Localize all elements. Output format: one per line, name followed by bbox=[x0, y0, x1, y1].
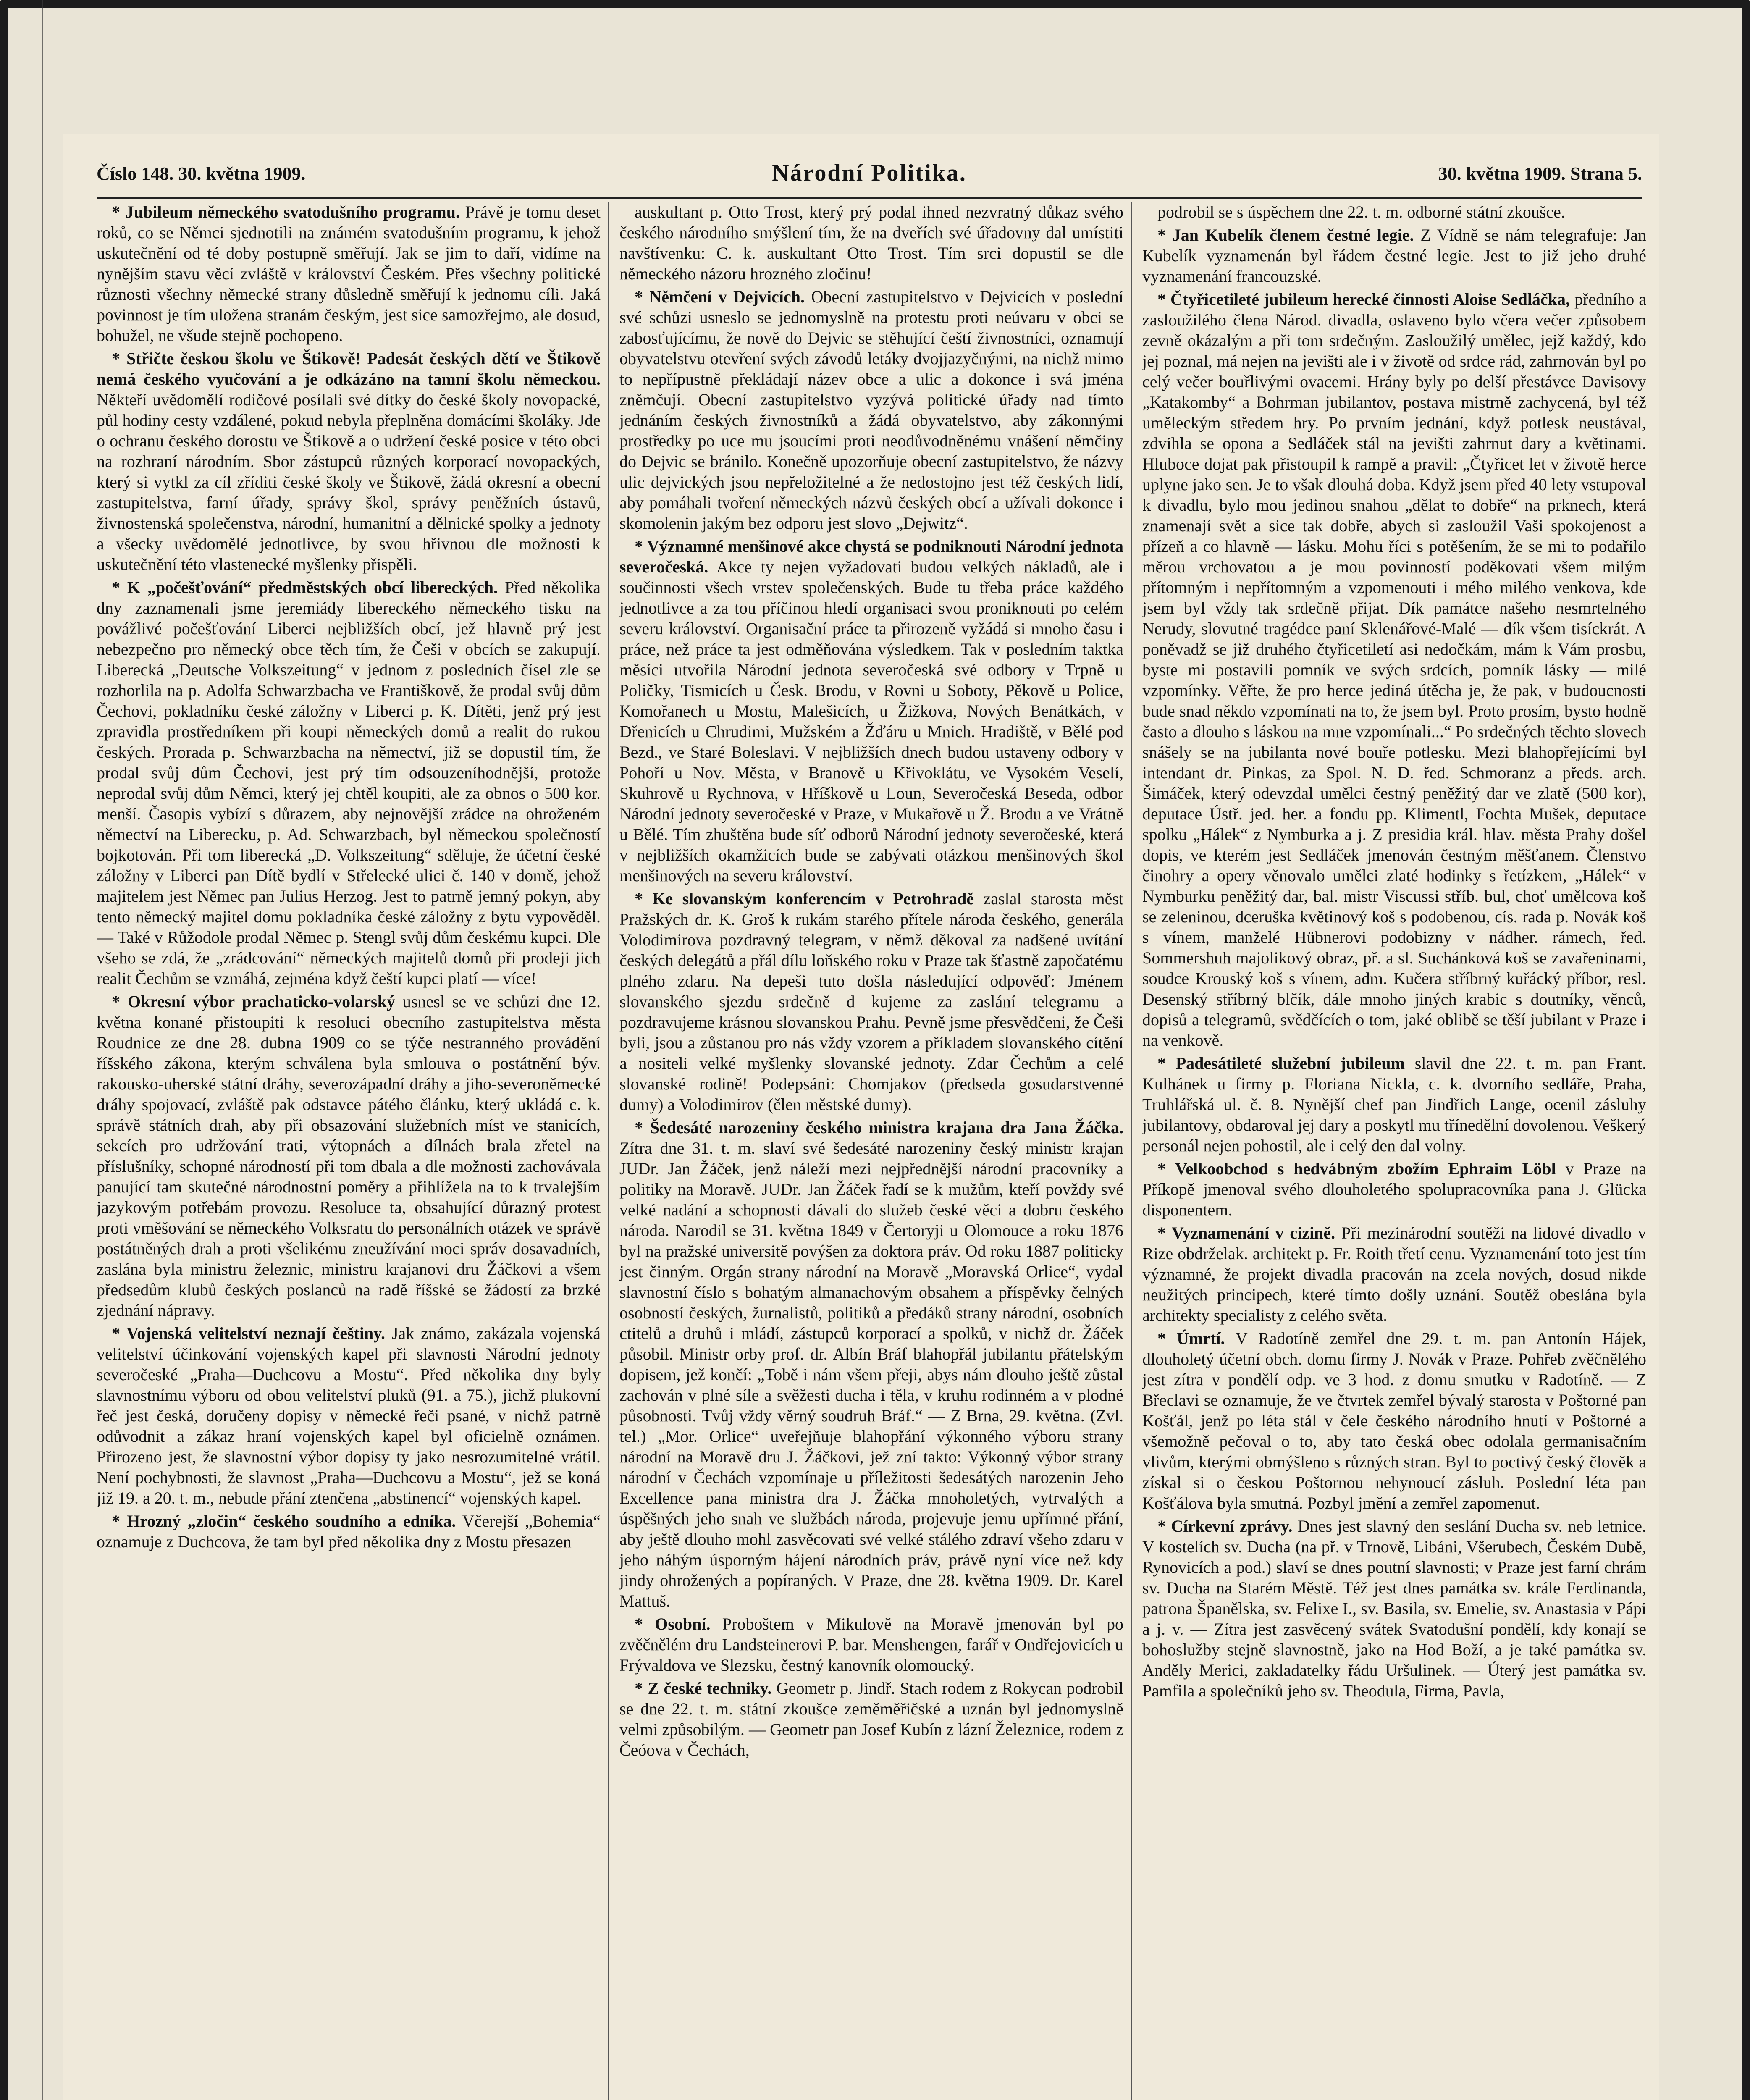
column-separator bbox=[1131, 202, 1132, 2100]
article bbox=[1142, 1223, 1646, 1326]
article bbox=[619, 202, 1123, 284]
article-body: zaslal starosta měst Pražských dr. K. Groš k rukám starého přítele národa českého, generála Volodimirova pozdravný telegram, v němž děkoval za nadšené uvítání českých delegátů a přál dílu loňského roku v Praze tak šťastně započatému plného zdaru. Na depeši tuto došla následující odpověď: Jménem slovanského sjezdu srdečně d kujeme za zaslání telegramu a pozdravujeme krásnou slovanskou Prahu. Pevně jsme přesvědčeni, že Češi byli, jsou a zůstanou pro nás vždy vzorem a příkladem slovanského cítění a nositeli velké myšlenky slovanské jednoty. Zdar Čechům a celé slovanské rodině! Podepsáni: Chomjakov (předseda gosudarstvenné dumy) a Volodimirov (člen městské dumy). bbox=[619, 889, 1123, 1114]
article-body: Dnes jest slavný den seslání Ducha sv. neb letnice. V kostelích sv. Ducha (na př. v Trnově, Libáni, Všerubech, Českém Dubě, Rynovicích a pod.) slaví se dnes poutní slavnosti; v Praze jest farní chrám sv. Ducha na Starém Městě. Též jest dnes památka sv. krále Ferdinanda, patrona Španělska, sv. Felixe I., sv. Basila, sv. Emelie, sv. Anastasia v Pápi a j. v. — Zítra jest zasvěcený svátek Svatodušní pondělí, kdy konají se bohoslužby stejně slavnostně, jako na Hod Boží, a je také památka sv. Anděly Merici, zakladatelky řádu Uršulinek. — Úterý jest památka sv. Pamfila a společníků jeho sv. Theodula, Firma, Pavla, bbox=[1142, 1517, 1646, 1700]
article bbox=[619, 536, 1123, 886]
article-heading: * Střičte českou školu ve Štikově! Padesát českých dětí ve Štikově nemá českého vyučování a je odkázáno na tamní školu německou. bbox=[97, 349, 601, 388]
header-rule bbox=[97, 197, 1642, 200]
article-body: Před několika dny zaznamenali jsme jeremiády libereckého německého tisku na povážlivé počešťování Liberci nejbližších obcí, jež hlavně prý jest nebezpečno pro německý obce těch tím, že Češi v obcích se zakupují. Liberecká „Deutsche Volkszeitung“ v jednom z posledních čísel zle se rozhorlila na p. Adolfa Schwarzbacha ve Františkově, že prodal svůj dům Čechovi, pokladníku české záložny v Liberci p. K. Dítěti, jenž prý jest zpravidla prostředníkem při koupi německých domů a realit do rukou českých. Prorada p. Schwarzbacha na němectví, již se dopustil tím, že prodal svůj dům Čechovi, jest prý tím odsouzeníhodnější, protože neprodal svůj dům Němci, který jej chtěl koupiti, ale za obnos o 500 kor. menší. Časopis vybízí s důrazem, aby nejnovější zrádce na ohroženém němectví na Liberecku, p. Ad. Schwarzbach, byl německou společností bojkotován. Při tom liberecká „D. Volkszeitung“ sděluje, že účetní české záložny v Liberci pan Dítě bydlí v Střelecké ulici č. 140 v domě, jehož majitelem jest Němec pan Julius Herzog. Jest to patrně jemný pokyn, aby tento německý majitel domu pokladníka české záložny z bytu vypověděl. — Také v Růžodole prodal Němec p. Stengl svůj dům českému kupci. Dle všeho se zdá, že „zrádcování“ německých majitelů domů při prodeji jich realit Čechům se vzmáhá, zejména když čeští kupci platí — více! bbox=[97, 578, 601, 988]
article-body: Obecní zastupitelstvo v Dejvicích v poslední své schůzi usneslo se jednomyslně na protestu proti neúvaru v obci se zabosťujícímu, že nově do Dejvic se stěhující čeští živnostníci, oznamují obyvatelstvu otevření svých závodů letáky dvojjazyčnými, na nichž mimo to nepřípustně překládají název obce a ulic a dokonce i svá jména zněmčují. Obecní zastupitelstvo vyzývá politické úřady nad tímto jednáním českých živnostníků a žádá obyvatelstvo, aby zákonnými prostředky po uce mu jsoucími proti neodůvodněnému vnášení němčiny do Dejvic se bránilo. Konečně upozorňuje obecní zastupitelstvo, že názvy ulic dejvických jsou nepřeložitelné a že nedostojno jest též českých lidí, aby pomáhali tvoření německých názvů českých obcí a užívali dokonce i skomolenin jakým bez odporu jest slovo „Dejwitz“. bbox=[619, 287, 1123, 533]
article bbox=[97, 1323, 601, 1508]
article-heading: * Ke slovanským konferencím v Petrohradě bbox=[635, 889, 974, 908]
article-body: Někteří uvědomělí rodičové posílali své dítky do české školy novopacké, půl hodiny cesty vzdálené, pokud nebyla přeplněna domácími školáky. Jde o ochranu českého dorostu ve Štikově a o udržení české posice v této obci na rozhraní národním. Sbor zástupců různých korporací novopackých, který si vytkl za cíl zříditi české školy ve Štikově, žádá okresní a obecní zastupitelstva, farní úřady, správy škol, správy peněžních ústavů, živnostenská společenstva, národní, humanitní a dělnické spolky a jednoty a všecky uvědomělé jednotlivce, by svou hřivnou dle možnosti k uskutečnění této vlastenecké myšlenky přispěli. bbox=[97, 390, 601, 574]
article-heading: * Vyznamenání v cizině. bbox=[1157, 1223, 1335, 1242]
article-heading: * Osobní. bbox=[635, 1614, 711, 1633]
article-heading: * Z české techniky. bbox=[635, 1679, 772, 1698]
article bbox=[1142, 1053, 1646, 1156]
article-heading: * Církevní zprávy. bbox=[1157, 1517, 1293, 1536]
article-body: V Radotíně zemřel dne 29. t. m. pan Antonín Hájek, dlouholetý účetní obch. domu firmy J. Novák v Praze. Pohřeb zvěčnělého jest zítra v pondělí odp. ve 3 hod. z domu smutku v Radotíně. — Z Břeclavi se oznamuje, že ve čtvrtek zemřel bývalý starosta v Poštorné pan Košťál, jenž po léta stál v čele českého národního hnutí v Poštorné a všemožně pečoval o to, aby tato česká obec odolala germanisačním vlivům, kterými obmýšleno s různých stran. Byl to poctivý český člověk a získal si o českou Poštornou nehynoucí zásluh. Poslední léta pan Košťálova byla smutná. Pozbyl jmění a zemřel zapomenut. bbox=[1142, 1329, 1646, 1512]
article bbox=[1142, 289, 1646, 1050]
page-info: 30. května 1909. Strana 5. bbox=[1438, 163, 1642, 184]
article-heading: * Velkoobchod s hedvábným zbožím Ephraim Löbl bbox=[1157, 1159, 1556, 1178]
article-body: auskultant p. Otto Trost, který prý podal ihned nezvratný důkaz svého českého národního smýšlení tím, že na dveřích své úřadovny dal umístiti navštívenku: C. k. auskultant Otto Trost. Tím srci dopustil se dle německého názoru hrozného zločinu! bbox=[619, 202, 1123, 283]
article-body: Zítra dne 31. t. m. slaví své šedesáté narozeniny český ministr krajan JUDr. Jan Žáček, jenž náleží mezi nejpřednější národní pracovníky a politiky na Moravě. JUDr. Jan Žáček řadí se k mužům, kteří povždy své velké nadání a schopnosti dávali do služeb české věci a dobru českého národa. Narodil se 31. května 1849 v Čertoryji u Olomouce a roku 1876 byl na pražské universitě povýšen za doktora práv. Od roku 1887 politicky jest činným. Orgán strany národní na Moravě „Moravská Orlice“, vydal slavnostní číslo s bohatým almanachovým obsahem a příspěvky čelných osobností českých, žurnalistů, politiků a předáků strany národní, osobních ctitelů a druhů i mládí, zástupců korporací a spolků, v nichž dr. Žáček působil. Ministr orby prof. dr. Albín Bráf blahopřál jubilantu přátelským dopisem, jež končí: „Tobě i nám všem přeji, abys nám dlouho ještě zůstal zachován v plné síle a svěžesti ducha i těla, v kruhu rodinném a v plodné působnosti. Tvůj vždy věrný soudruh Bráf.“ — Z Brna, 29. května. (Zvl. tel.) „Mor. Orlice“ uveřejňuje blahopřání výkonného výboru strany národní na Moravě dru J. Žáčkovi, jež zní takto: Výkonný výbor strany národní v Čechách vzpomínaje u příležitosti šedesátých narozenin Jeho Excellence pana ministra dra J. Žáčka mnoholetých, vytrvalých a úspěšných jeho snah ve službách národa, projevuje jemu upřímné přání, aby ještě dlouho mohl zasvěcovati své velké stálého zdraví všeho zdaru v jeho náhým úsporným hájení národních práv, právě nyní více než kdy jindy ohrožených a popíraných. V Praze, dne 28. května 1909. Dr. Karel Mattuš. bbox=[619, 1139, 1123, 1610]
article-heading: * Hrozný „zločin“ českého soudního a edníka. bbox=[112, 1512, 456, 1530]
article-body: Akce ty nejen vyžadovati budou velkých nákladů, ale i součinnosti všech vrstev společenských. Bude tu třeba práce každého jednotlivce a za tou příčinou hledí organisaci svou proniknouti po celém severu království. Organisační práce ta přirozeně vyžádá si mnoho času i práce, než práce ta jest odměňována výsledkem. Tak v posledním taktka měsíci utvořila Národní jednota severočeská své odbory v Trpně u Poličky, Tismicích u Česk. Brodu, v Rovni u Soboty, Pěkově u Police, Komořanech u Mostu, Malešicích, u Žižkova, Nových Benátkách, v Dřenicích u Chrudimi, Mužském a Žďáru u Mnich. Hradiště, v Bělé pod Bezd., ve Staré Boleslavi. V nejbližších dnech budou ustaveny odbory v Pohoří u Nov. Města, v Branově u Křivoklátu, ve Vysokém Veselí, Skuhrově u Rychnova, v Hříškově u Loun, Severočeská Beseda, odbor Národní jednoty severočeské v Praze, v Mukařově u Ž. Brodu a ve Vrátně u Bělé. Tím zhuštěna bude síť odborů Národní jednoty severočeské, která v nejbližších okamžicích bude se zabývati otázkou menšinových škol menšinových na severu království. bbox=[619, 557, 1123, 885]
article-body: Geometr p. Jindř. Stach rodem z Rokycan podrobil se dne 22. t. m. státní zkoušce zeměměřičské a uznán byl jednomyslně velmi způsobilým. — Geometr pan Josef Kubín z lázní Železnice, rodem z Čeóova v Čechách, bbox=[619, 1679, 1123, 1759]
article bbox=[1142, 1516, 1646, 1701]
article bbox=[97, 577, 601, 989]
article-body: Z Vídně se nám telegrafuje: Jan Kubelík vyznamenán byl řádem čestné legie. Jest to již jeho druhé vyznamenání francouzské. bbox=[1142, 226, 1646, 286]
article bbox=[1142, 1328, 1646, 1513]
article bbox=[1142, 1158, 1646, 1220]
column-3 bbox=[1142, 202, 1646, 2100]
article-body: usnesl se ve schůzi dne 12. května konané přistoupiti k resoluci obecního zastupitelstva města Roudnice ze dne 28. dubna 1909 co se týče nestranného provádění říšského zákona, kterým schválena byla smlouva o postátnění býv. rakousko-uherské státní dráhy, severozápadní dráhy a jiho-severoněmecké dráhy spojovací, zvláště pak odstavce pátého článku, který ukládá c. k. správě státních drah, aby při obsazování služebních míst ve stanicích, sekcích pro udržování trati, výtopnách a dílnách brala zřetel na příslušníky, schopné národností při tom dbala a dle možnosti zachovávala panující tam skutečné národnostní poměry a přihlížela na to k trvalejším jazykovým potřebám provozu. Resoluce ta, obsahující důrazný protest proti vměšování se německého Volksratu do personálních otázek ve správě postátněných drah a proti všelikému zneužívání moci správ dosavadních, zaslána byla ministru železnic, ministru krajanovi dru Žáčkovi a všem předsedům klubů českých poslanců na radě říšské se žádostí za brzké zjednání nápravy. bbox=[97, 992, 601, 1320]
article-body: Právě je tomu deset roků, co se Němci sjednotili na známém svatodušním programu, k jehož uskutečnění od té doby postupně směřují. Jak se jim to daří, vidíme na nynějším stavu věcí zvláště v království Českém. Přes všechny politické různosti všechny německé strany důsledně směřují k jednomu cíli. Jaká povinnost je tím uložena stranám českým, jest sice samozřejmo, ale dosud, bohužel, ne všude stejně pochopeno. bbox=[97, 202, 601, 345]
article-heading: * Němčení v Dejvicích. bbox=[635, 287, 805, 306]
newspaper-title: Národní Politika. bbox=[772, 160, 967, 186]
article-heading: * Šedesáté narozeniny českého ministra krajana dra Jana Žáčka. bbox=[635, 1118, 1123, 1137]
article-body: předního a zasloužilého člena Národ. divadla, oslaveno bylo včera večer způsobem zevně okázalým a při tom srdečným. Zasloužilý umělec, jejž každý, kdo jej poznal, má nejen na jevišti ale i v životě od srdce rád, zahrnován byl po celý večer bouřlivými ovacemi. Hrány byly po delší přestávce Davisovy „Katakomby“ a Bohrman jubilantov, postava mistrně zachycená, byl též uměleckým středem hry. Po prvním jednání, když potlesk neustával, zdvihla se opona a Sedláček stál na jevišti zahrnut dary a květinami. Hluboce dojat pak přistoupil k rampě a pravil: „Čtyřicet let v životě herce uplyne jako sen. Je to však dlouhá doba. Když jsem před 40 lety vstupoval k divadlu, bylo mou jedinou snahou „dělat to dobře“ na prknech, která znamenají svět a sice tak dobře, abych si zasloužil Vaši spokojenost a přízeň a co hlavně — lásku. Mohu říci s potěšením, že se mi to podařilo měrou vrchovatou a je mou povinností poděkovati všem milým přítomným i nepřítomným a vzpomenouti i mého milého venkova, kde jsem byl vždy tak srdečně přijat. Dík památce našeho nesmrtelného Nerudy, slovutné tragédce paní Sklenářové-Malé — dík všem tisíckrát. A poněvadž se již druhého čtyřicetiletí asi nedočkám, mám k Vám prosbu, byste mi postavili pomník ve svých srdcích, pomník lásky — milé vzpomínky. Věřte, že pro herce jediná útěcha je, že pak, v budoucnosti bude snad někdo vzpomínati na to, že jsem byl. Proto prosím, bysto hodně často a dlouho s láskou na mne vzpomínali...“ Po srdečných těchto slovech snášely se na jubilanta nové bouře potlesku. Mezi blahopřejícími byl intendant dr. Pinkas, za Spol. N. D. řed. Schmoranz a předs. arch. Šimáček, který odevzdal umělci čestný peněžitý dar ve zlatě (500 kor), deputace Ústř. jed. her. a fondu pp. Klimentl, Fochta Mušek, deputace spolku „Hálek“ z Nymburka a j. Z presidia král. hlav. města Prahy došel dopis, ve kterém jest Sedláček jmenován čestným měšťanem. Členstvo činohry a opery věnovalo umělci zlaté hodinky s řetízkem, „Hálek“ v Nymburku peněžitý dar, bal. mistr Viscussi stříb. bul, choť umělcova koš se zeleninou, dceruška květinový koš s podobenou, cís. rada p. Novák koš s vínem, manželé Hübnerovi podobizny v nádher. rámech, řed. Sommershuh majolikový obraz, př. a sl. Suchánková koš se zavařeninami, soudce Krouský koš s vínem, adm. Kučera stříbrný kuřácký příbor, resl. Desenský stříbrný blčík, dále mnoho jiných krabic s doutníky, věnců, dopisů a telegramů, svědčících o tom, jaké oblibě se těší jubilant v Praze i na venkově. bbox=[1142, 290, 1646, 1050]
article bbox=[1142, 202, 1646, 222]
column-separator bbox=[608, 202, 609, 2100]
article bbox=[1142, 225, 1646, 286]
article bbox=[619, 1678, 1123, 1760]
scan-edge-line bbox=[42, 0, 43, 2100]
article bbox=[97, 1511, 601, 1552]
article bbox=[619, 1614, 1123, 1675]
article bbox=[619, 1117, 1123, 1611]
article-heading: * K „počešťování“ předměstských obcí libereckých. bbox=[112, 578, 498, 597]
article-heading: * Padesátileté služební jubileum bbox=[1157, 1054, 1405, 1073]
article-body: podrobil se s úspěchem dne 22. t. m. odborné státní zkoušce. bbox=[1157, 202, 1565, 221]
article-body: Proboštem v Mikulově na Moravě jmenován byl po zvěčnělém dru Landsteinerovi P. bar. Menshengen, farář v Ondřejovicích u Frývaldova ve Slezsku, čestný kanovník olomoucký. bbox=[619, 1614, 1123, 1675]
article bbox=[97, 202, 601, 346]
article-body: Při mezinárodní soutěži na lidové divadlo v Rize obdrželak. architekt p. Fr. Roith třetí cenu. Vyznamenání toto jest tím významné, že projekt divadla pracován na zcela nových, dosud nikde neužitých principech, které tímto došly uznání. Soutěž obeslána byla architekty specialisty z celého světa. bbox=[1142, 1223, 1646, 1325]
issue-info: Číslo 148. 30. května 1909. bbox=[97, 163, 306, 184]
article-body: Jak známo, zakázala vojenská velitelství účinkování vojenských kapel při slavnosti Národní jednoty severočeské „Praha—Duchcovu a Mostu“. Před několika dny byly slavnostnímu výboru od obou velitelství pluků (91. a 75.), jichž plukovní řeč jest česká, doručeny dopisy v německé řeči psané, v nichž patrně odůvodnit a zákaz hraní vojenských kapel byl oficielně oznámen. Přirozeno jest, že slavnostní výbor dopisy ty jako nesrozumitelné vrátil. Není pochybnosti, že slavnost „Praha—Duchcovu a Mostu“, jež se koná již 19. a 20. t. m., nebude přání ztenčena „abstinencí“ vojenských kapel. bbox=[97, 1324, 601, 1507]
article-body: Včerejší „Bohemia“ oznamuje z Duchcova, že tam byl před několika dny z Mostu přesazen bbox=[97, 1512, 601, 1551]
article bbox=[97, 991, 601, 1320]
page-header bbox=[97, 160, 1642, 193]
article-heading: * Okresní výbor prachaticko-volarský bbox=[112, 992, 395, 1011]
article-body: v Praze na Příkopě jmenoval svého dlouholetého spolupracovníka pana J. Glücka disponentem. bbox=[1142, 1159, 1646, 1219]
article-heading: * Čtyřicetileté jubileum herecké činnosti Aloise Sedláčka, bbox=[1157, 290, 1570, 309]
column-2 bbox=[619, 202, 1123, 2100]
article bbox=[619, 286, 1123, 533]
article-heading: * Úmrtí. bbox=[1157, 1329, 1225, 1348]
article-heading: * Jan Kubelík členem čestné legie. bbox=[1157, 226, 1414, 244]
article-heading: * Významné menšinové akce chystá se podniknouti Národní jednota severočeská. bbox=[619, 537, 1123, 576]
article bbox=[619, 888, 1123, 1115]
article-heading: * Vojenská velitelství neznají češtiny. bbox=[112, 1324, 385, 1343]
article bbox=[97, 348, 601, 575]
article-body: slavil dne 22. t. m. pan Frant. Kulhánek u firmy p. Floriana Nickla, c. k. dvorního sedláře, Praha, Truhlářská ul. č. 8. Nynější chef pan Jindřich Lange, ocenil zásluhy jubilantovy, obdaroval jej dary a poskytl mu třínedělní dovolenou. Veškerý personál nejen pohostil, ale i celý den dal volny. bbox=[1142, 1054, 1646, 1155]
column-1 bbox=[97, 202, 601, 2100]
article-heading: * Jubileum německého svatodušního programu. bbox=[112, 202, 460, 221]
